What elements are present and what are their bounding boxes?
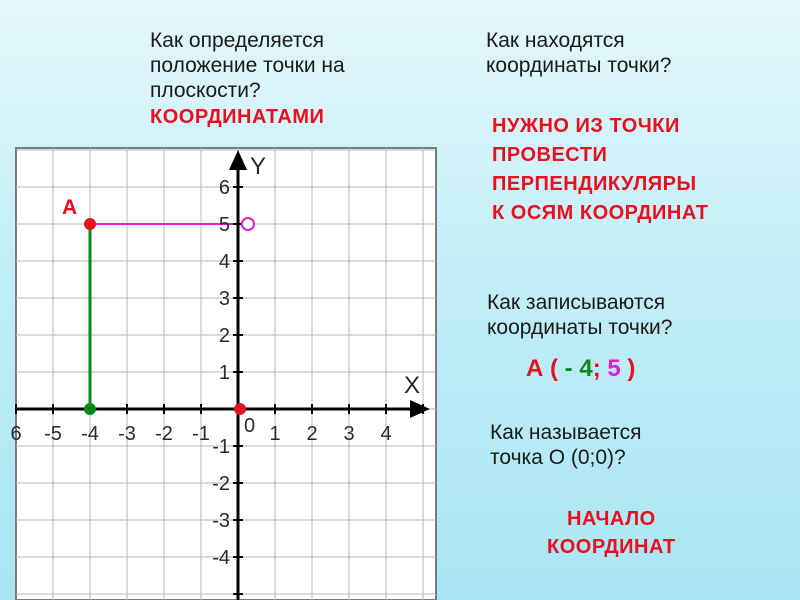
x-tick-label: 4 [380, 423, 392, 445]
coordinate-plane [10, 148, 436, 600]
x-tick-label: -2 [155, 423, 173, 445]
y-tick-label: 1 [218, 362, 230, 384]
y-tick-label: -3 [212, 510, 230, 532]
x-tick-label: -5 [44, 423, 62, 445]
y-tick-label: 3 [218, 288, 230, 310]
y-tick-label: 6 [218, 177, 230, 199]
x-tick-label: -1 [192, 423, 210, 445]
x-axis-projection-point [84, 403, 96, 415]
origin-point [234, 403, 246, 415]
x-tick-label: 6 [10, 423, 22, 445]
x-tick-label: -3 [118, 423, 136, 445]
answer-draw-perpendiculars: НУЖНО ИЗ ТОЧКИ ПРОВЕСТИ ПЕРПЕНДИКУЛЯРЫ К ОСЯМ КООРДИНАТ [492, 115, 709, 224]
coord-open-paren: ( [543, 355, 565, 382]
coord-close-paren: ) [620, 355, 636, 382]
y-tick-label: -2 [212, 473, 230, 495]
question-origin-name: Как называется точка О (0;0)? [490, 421, 642, 469]
y-tick-label: -1 [212, 436, 230, 458]
y-axis-label: Y [250, 153, 267, 180]
x-tick-label: -4 [81, 423, 99, 445]
coord-point-name: А [526, 355, 544, 382]
question-write-coordinates: Как записываются координаты точки? [487, 291, 673, 339]
question-find-coordinates: Как находятся координаты точки? [486, 29, 672, 77]
x-tick-label: 3 [343, 423, 355, 445]
coord-separator: ; [592, 355, 608, 382]
question-point-position: Как определяется положение точки на плоскости? [150, 29, 345, 102]
y-tick-label: 5 [218, 214, 230, 236]
coord-y-value: 5 [607, 355, 621, 382]
coord-x-value: - 4 [564, 355, 593, 382]
x-tick-label: 2 [306, 423, 318, 445]
answer-coordinates: КООРДИНАТАМИ [150, 106, 325, 128]
y-axis-projection-point [242, 218, 254, 230]
y-tick-label: 4 [218, 251, 230, 273]
point-coordinates-notation [526, 356, 635, 381]
answer-origin: НАЧАЛО КООРДИНАТ [547, 508, 676, 558]
point-a [84, 218, 96, 230]
x-axis-label: X [404, 372, 421, 399]
x-tick-label: 1 [269, 423, 281, 445]
y-tick-label: -4 [212, 547, 230, 569]
origin-label: 0 [244, 415, 256, 437]
y-tick-label: 2 [218, 325, 230, 347]
point-a-label: А [62, 196, 78, 219]
